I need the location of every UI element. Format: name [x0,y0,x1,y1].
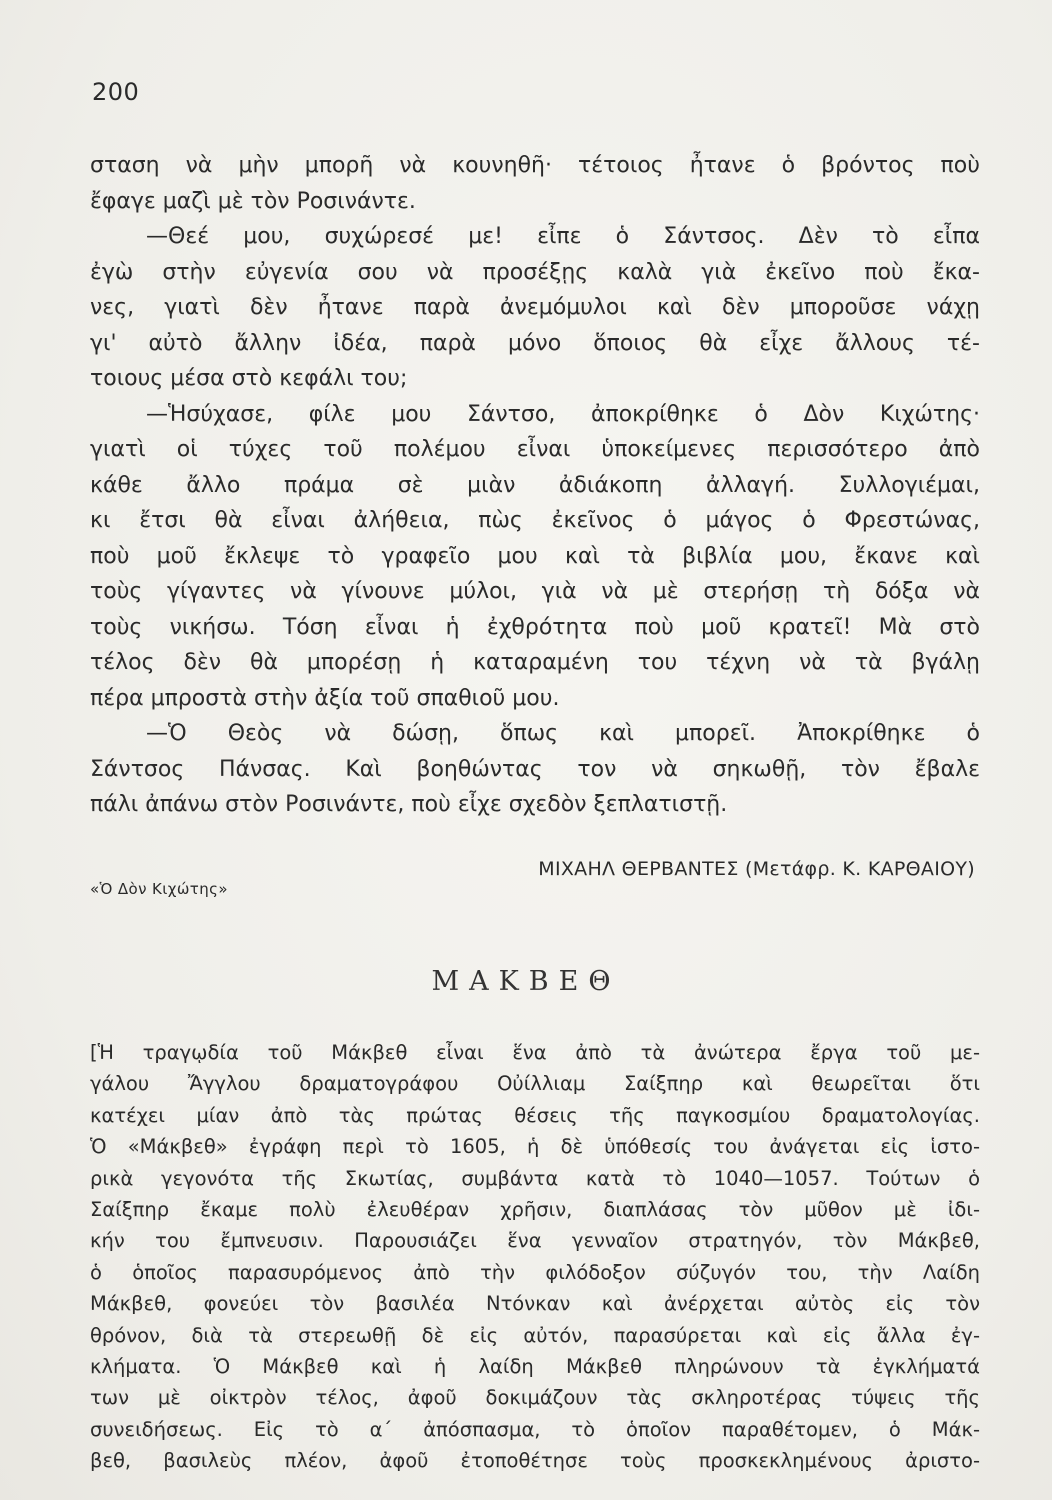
intro-line: Μάκβεθ, φονεύει τὸν βασιλέα Ντόνκαν καὶ ἀνέρχεται αὐτὸς εἰς τὸν [90,1292,980,1316]
intro-line: θρόνον, διὰ τὰ στερεωθῇ δὲ εἰς αὐτόν, παρασύρεται καὶ εἰς ἄλλα ἐγ- [90,1323,980,1347]
text-line: κι ἔτσι θὰ εἶναι ἀλήθεια, πὼς ἐκεῖνος ὁ μάγος ὁ Φρεστώνας, [90,508,980,533]
text-line: —Ἡσύχασε, φίλε μου Σάντσο, ἀποκρίθηκε ὁ Δὸν Κιχώτης· [146,401,980,427]
main-text-block [90,148,980,823]
intro-line: βεθ, βασιλεὺς πλέον, ἀφοῦ ἐτοποθέτησε τοὺς προσκεκλημένους ἀριστο- [90,1449,980,1473]
text-line: σταση νὰ μὴν μπορῆ νὰ κουνηθῆ· τέτοιος ἦτανε ὁ βρόντος ποὺ [90,153,980,178]
text-line: τέλος δὲν θὰ μπορέσῃ ἡ καταραμένη του τέχνη νὰ τὰ βγάλῃ [90,650,980,675]
intro-text-block [90,1037,980,1476]
text-line: πάλι ἀπάνω στὸν Ροσινάντε, ποὺ εἶχε σχεδὸν ξεπλατιστῇ. [90,792,728,817]
intro-line: Ὁ «Μάκβεθ» ἐγράφη περὶ τὸ 1605, ἡ δὲ ὑπόθεσίς του ἀνάγεται εἰς ἱστο- [90,1135,980,1159]
intro-line: κατέχει μίαν ἀπὸ τὰς πρώτας θέσεις τῆς παγκοσμίου δραματολογίας. [90,1103,980,1127]
section-title: ΜΑΚΒΕΘ [431,966,621,997]
text-line: ἔφαγε μαζὶ μὲ τὸν Ροσινάντε. [90,188,416,214]
intro-line: συνειδήσεως. Εἰς τὸ α΄ ἀπόσπασμα, τὸ ὁποῖον παραθέτομεν, ὁ Μάκ- [90,1417,980,1441]
intro-line: ὁ ὁποῖος παρασυρόμενος ἀπὸ τὴν φιλόδοξον σύζυγόν του, τὴν Λαίδη [90,1260,980,1284]
text-line: ποὺ μοῦ ἔκλεψε τὸ γραφεῖο μου καὶ τὰ βιβλία μου, ἔκανε καὶ [90,543,980,569]
intro-line: [Ἡ τραγῳδία τοῦ Μάκβεθ εἶναι ἕνα ἀπὸ τὰ ἀνώτερα ἔργα τοῦ με- [90,1041,980,1064]
text-line: γιατὶ οἱ τύχες τοῦ πολέμου εἶναι ὑποκείμενες περισσότερο ἀπὸ [90,437,980,462]
intro-line: γάλου Ἄγγλου δραματογράφου Οὐίλλιαμ Σαίξπηρ καὶ θεωρεῖται ὅτι [90,1072,980,1096]
intro-line: ρικὰ γεγονότα τῆς Σκωτίας, συμβάντα κατὰ τὸ 1040—1057. Τούτων ὁ [90,1166,980,1190]
text-line: —Θεέ μου, συχώρεσέ με! εἶπε ὁ Σάντσος. Δὲν τὸ εἶπα [146,224,980,249]
intro-line: των μὲ οἰκτρὸν τέλος, ἀφοῦ δοκιμάζουν τὰς σκληροτέρας τύψεις τῆς [90,1386,980,1410]
intro-line: κλήματα. Ὁ Μάκβεθ καὶ ἡ λαίδη Μάκβεθ πληρώνουν τὰ ἐγκλήματά [90,1354,980,1378]
author-signature: ΜΙΧΑΗΛ ΘΕΡΒΑΝΤΕΣ (Μετάφρ. Κ. ΚΑΡΘΑΙΟΥ) [538,858,975,880]
intro-line: Σαίξπηρ ἔκαμε πολὺ ἐλευθέραν χρῆσιν, διαπλάσας τὸν μῦθον μὲ ἰδι- [90,1197,980,1221]
text-line: γι' αὐτὸ ἄλλην ἰδέα, παρὰ μόνο ὅποιος θὰ εἶχε ἄλλους τέ- [90,330,980,356]
text-line: νες, γιατὶ δὲν ἦτανε παρὰ ἀνεμόμυλοι καὶ δὲν μποροῦσε νάχῃ [90,295,980,320]
text-line: πέρα μπροστὰ στὴν ἀξία τοῦ σπαθιοῦ μου. [90,685,560,711]
text-line: ἐγὼ στὴν εὐγενία σου νὰ προσέξῃς καλὰ γιὰ ἐκεῖνο ποὺ ἔκα- [90,259,980,285]
text-line: τοὺς γίγαντες νὰ γίνουνε μύλοι, γιὰ νὰ μὲ στερήσῃ τὴ δόξα νὰ [90,579,980,604]
text-line: κάθε ἄλλο πράμα σὲ μιὰν ἀδιάκοπη ἀλλαγή. Συλλογιέμαι, [90,472,980,498]
source-note: «Ὁ Δὸν Κιχώτης» [90,880,228,898]
intro-line: κήν του ἔμπνευσιν. Παρουσιάζει ἕνα γενναῖον στρατηγόν, τὸν Μάκβεθ, [90,1229,980,1253]
text-line: Σάντσος Πάνσας. Καὶ βοηθώντας τον νὰ σηκωθῇ, τὸν ἔβαλε [90,756,980,782]
text-line: —Ὁ Θεὸς νὰ δώσῃ, ὅπως καὶ μπορεῖ. Ἀποκρίθηκε ὁ [146,721,980,746]
text-line: τοιους μέσα στὸ κεφάλι του; [90,366,408,391]
text-line: τοὺς νικήσω. Τόση εἶναι ἡ ἐχθρότητα ποὺ μοῦ κρατεῖ! Μὰ στὸ [90,614,980,640]
page-number: 200 [92,78,140,106]
